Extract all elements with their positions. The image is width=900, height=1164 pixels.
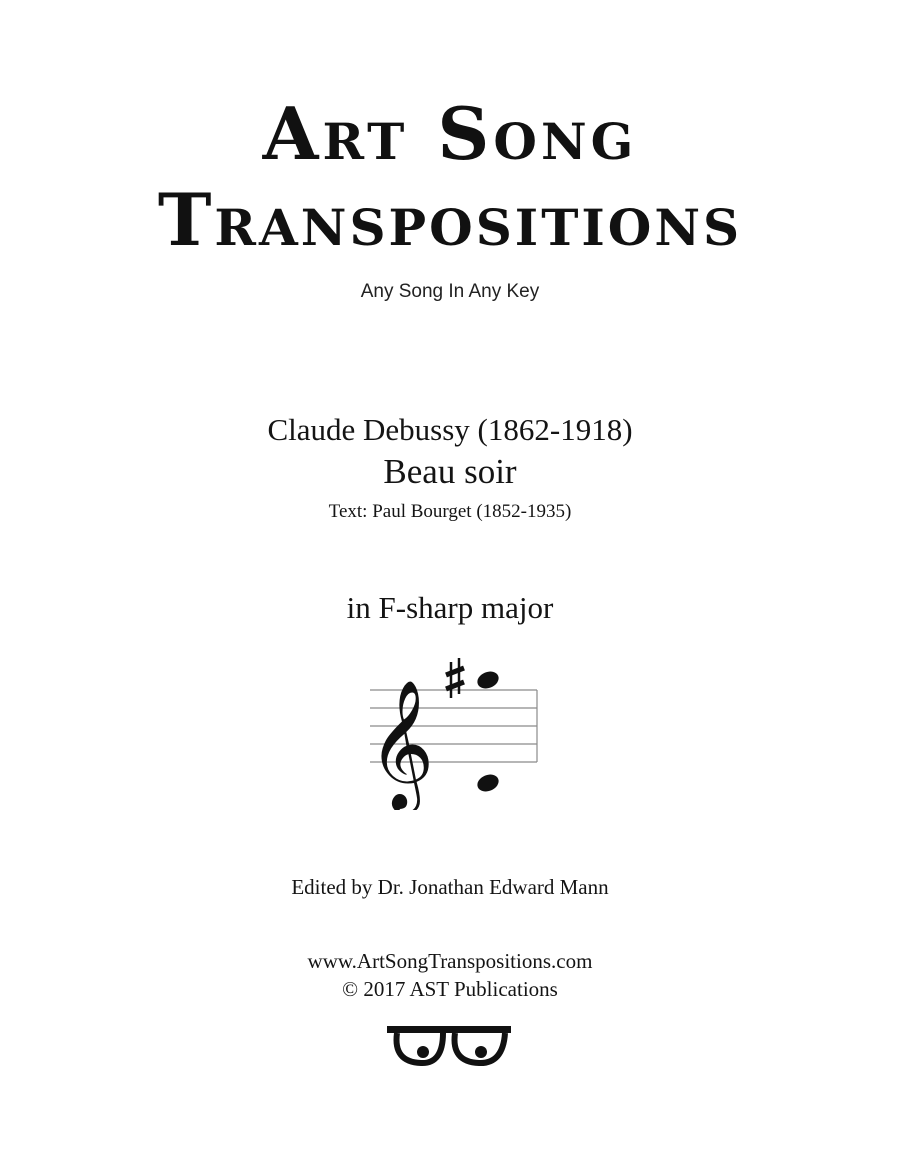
tagline: Any Song In Any Key bbox=[360, 281, 540, 302]
composer: Claude Debussy (1862-1918) bbox=[267, 412, 633, 447]
low-note bbox=[475, 771, 501, 794]
text-credit: Text: Paul Bourget (1852-1935) bbox=[328, 501, 572, 522]
high-note bbox=[475, 668, 501, 691]
ast-publications-logo-icon bbox=[383, 1022, 517, 1070]
copyright: © 2017 AST Publications bbox=[342, 977, 558, 1001]
website: www.ArtSongTranspositions.com bbox=[307, 949, 593, 973]
treble-clef-icon: 𝄞 bbox=[368, 679, 435, 809]
key-label: in F-sharp major bbox=[346, 590, 554, 625]
range-staff bbox=[350, 650, 550, 810]
brand-title-line-1: Art Song bbox=[262, 91, 638, 176]
editor-credit: Edited by Dr. Jonathan Edward Mann bbox=[291, 875, 609, 899]
song-title: Beau soir bbox=[383, 452, 517, 491]
sharp-icon bbox=[446, 658, 464, 698]
brand-title-line-2: Transpositions bbox=[157, 177, 743, 262]
